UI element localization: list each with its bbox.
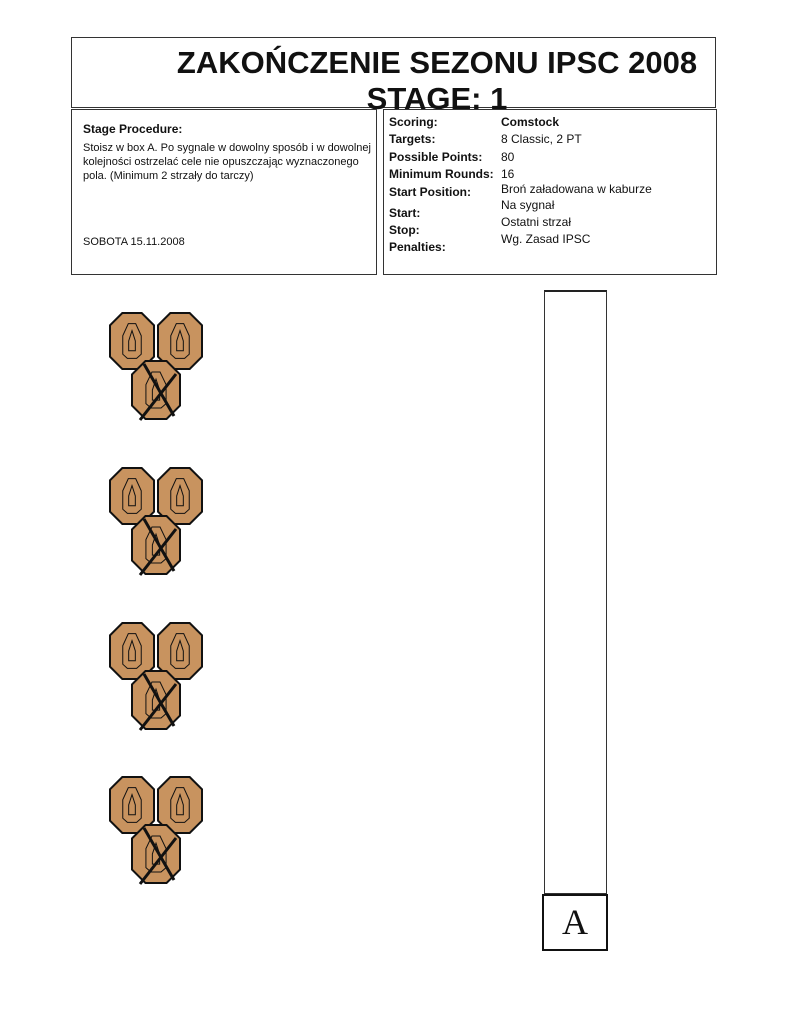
possible-points-label: Possible Points: bbox=[389, 150, 483, 164]
start-position-value: Broń załadowana w kaburze bbox=[501, 182, 652, 196]
start-value: Na sygnał bbox=[501, 198, 555, 212]
stop-label: Stop: bbox=[389, 223, 420, 237]
no-shoot-target bbox=[132, 671, 180, 729]
procedure-date: SOBOTA 15.11.2008 bbox=[83, 236, 185, 248]
minimum-rounds-label: Minimum Rounds: bbox=[389, 167, 494, 181]
possible-points-value: 80 bbox=[501, 150, 515, 164]
penalties-value: Wg. Zasad IPSC bbox=[501, 232, 591, 246]
start-label: Start: bbox=[389, 206, 421, 220]
target-group bbox=[108, 467, 206, 579]
minimum-rounds-value: 16 bbox=[501, 167, 515, 181]
start-position-label: Start Position: bbox=[389, 185, 472, 199]
no-shoot-target bbox=[132, 516, 180, 574]
targets-label: Targets: bbox=[389, 132, 436, 146]
stop-value: Ostatni strzał bbox=[501, 215, 572, 229]
stage-procedure-box bbox=[71, 109, 377, 275]
target-group bbox=[108, 622, 206, 734]
stage-info-box bbox=[383, 109, 717, 275]
stage-number: STAGE: 1 bbox=[366, 81, 508, 116]
no-shoot-target bbox=[132, 361, 180, 419]
target-group bbox=[108, 776, 206, 888]
target-group bbox=[108, 312, 206, 424]
procedure-text: Stoisz w box A. Po sygnale w dowolny sposób i w dowolnej kolejności ostrzelać cele nie opuszczając wyznaczonego pola. (Minimum 2 strzały do tarczy) bbox=[83, 142, 371, 182]
penalties-label: Penalties: bbox=[389, 240, 446, 254]
no-shoot-target bbox=[132, 825, 180, 883]
procedure-heading: Stage Procedure: bbox=[83, 122, 183, 136]
page-title: ZAKOŃCZENIE SEZONU IPSC 2008 bbox=[176, 45, 698, 80]
scoring-value: Comstock bbox=[501, 115, 560, 129]
title-box bbox=[71, 37, 716, 116]
shooting-lane bbox=[544, 290, 607, 894]
shooting-box-a: A bbox=[542, 894, 608, 951]
scoring-label: Scoring: bbox=[389, 115, 438, 129]
targets-value: 8 Classic, 2 PT bbox=[501, 132, 582, 146]
